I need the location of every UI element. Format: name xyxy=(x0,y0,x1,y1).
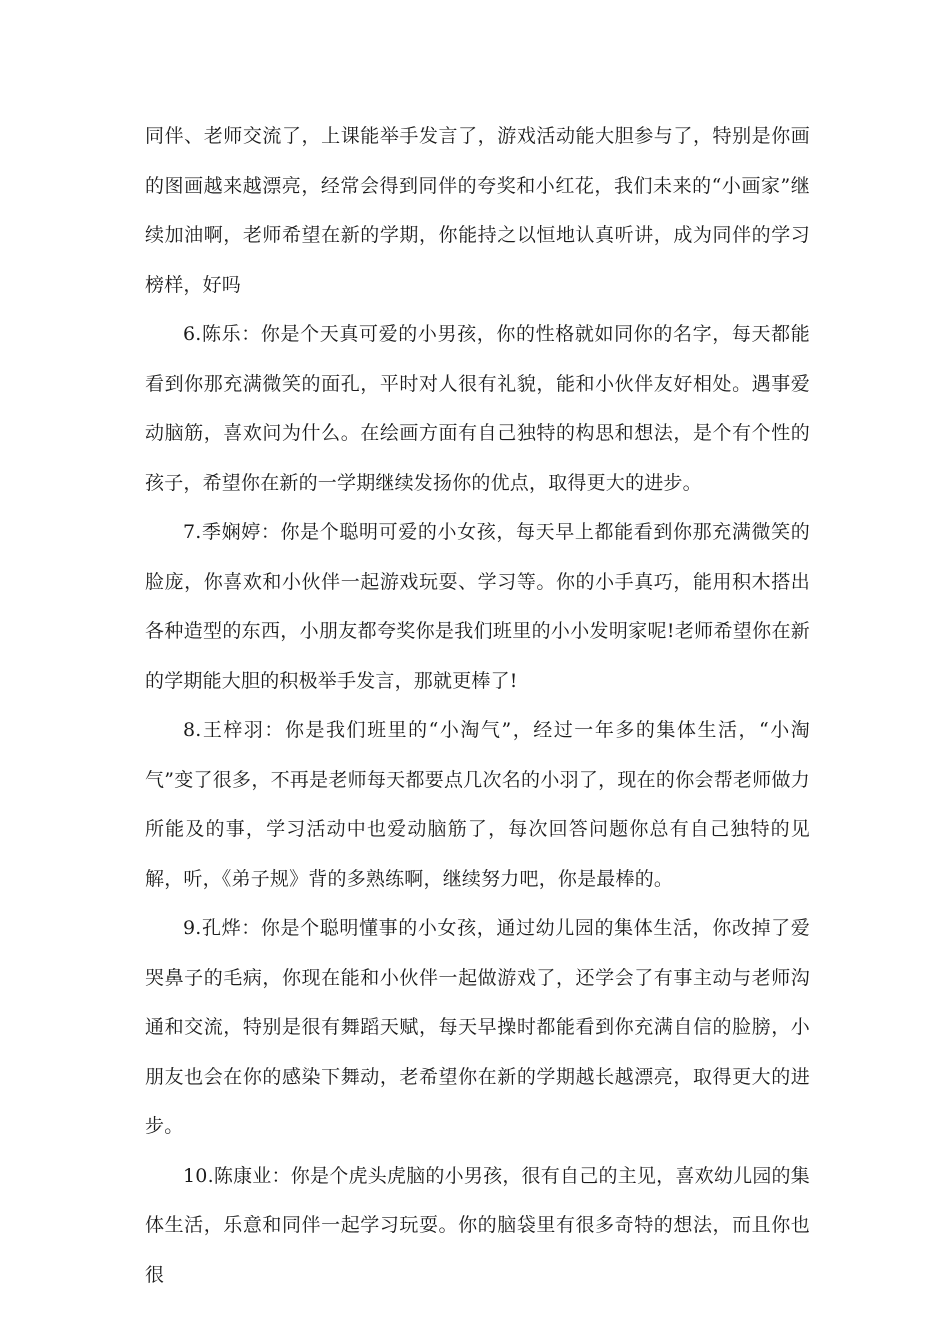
paragraph-comment-9: 9.孔烨：你是个聪明懂事的小女孩，通过幼儿园的集体生活，你改掉了爱哭鼻子的毛病，你现在能和小伙伴一起做游戏了，还学会了有事主动与老师沟通和交流，特别是很有舞蹈天赋，每天早操时都能看到你充满自信的脸膀，小朋友也会在你的感染下舞动，老希望你在新的学期越长越漂亮，取得更大的进步。 xyxy=(145,917,810,1137)
paragraph-comment-7: 7.季娴婷：你是个聪明可爱的小女孩，每天早上都能看到你那充满微笑的脸庞，你喜欢和小伙伴一起游戏玩耍、学习等。你的小手真巧，能用积木搭出各种造型的东西，小朋友都夸奖你是我们班里的小小发明家呢!老师希望你在新的学期能大胆的积极举手发言，那就更棒了! xyxy=(145,521,810,692)
paragraph-comment-8: 8.王梓羽：你是我们班里的“小淘气”，经过一年多的集体生活，“小淘气”变了很多，不再是老师每天都要点几次名的小羽了，现在的你会帮老师做力所能及的事，学习活动中也爱动脑筋了，每次回答问题你总有自己独特的见解，听，《弟子规》背的多熟练啊，继续努力吧，你是最棒的。 xyxy=(145,719,810,890)
paragraph-comment-6: 6.陈乐：你是个天真可爱的小男孩，你的性格就如同你的名字，每天都能看到你那充满微笑的面孔，平时对人很有礼貌，能和小伙伴友好相处。遇事爱动脑筋，喜欢问为什么。在绘画方面有自己独特的构思和想法，是个有个性的孩子，希望你在新的一学期继续发扬你的优点，取得更大的进步。 xyxy=(145,323,810,494)
paragraph-continuation: 同伴、老师交流了，上课能举手发言了，游戏活动能大胆参与了，特别是你画的图画越来越漂亮，经常会得到同伴的夸奖和小红花，我们未来的“小画家”继续加油啊，老师希望在新的学期，你能持之以恒地认真听讲，成为同伴的学习榜样，好吗 xyxy=(145,125,810,296)
paragraph-comment-10: 10.陈康业：你是个虎头虎脑的小男孩，很有自己的主见，喜欢幼儿园的集体生活，乐意和同伴一起学习玩耍。你的脑袋里有很多奇特的想法，而且你也很 xyxy=(145,1164,810,1286)
document-page xyxy=(145,112,810,1300)
